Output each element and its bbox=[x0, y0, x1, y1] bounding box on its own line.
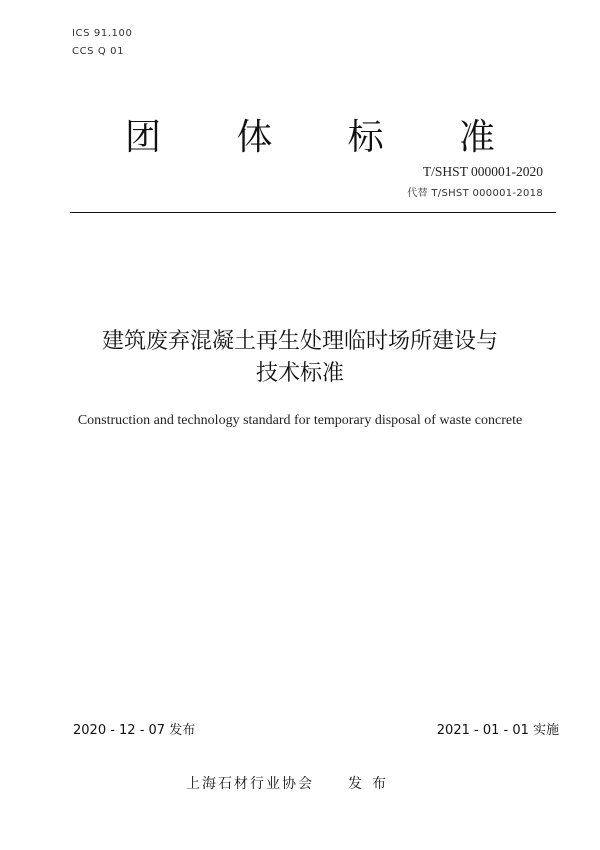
ccs-code: CCS Q 01 bbox=[72, 46, 125, 57]
issuer-suffix: 发布 bbox=[348, 776, 396, 792]
chinese-title-line-1: 建筑废弃混凝土再生处理临时场所建设与 bbox=[101, 329, 498, 354]
implementation-date: 2021 - 01 - 01 实施 bbox=[436, 723, 559, 738]
publish-date: 2020 - 12 - 07 发布 bbox=[73, 723, 196, 738]
replaces-standard: 代替 T/SHST 000001-2018 bbox=[407, 188, 543, 199]
issuer bbox=[186, 773, 396, 793]
english-title: Construction and technology standard for temporary disposal of waste concrete bbox=[77, 413, 523, 428]
chinese-title bbox=[0, 326, 600, 390]
doc-type-char: 体 bbox=[236, 117, 273, 158]
doc-type-char: 团 bbox=[125, 117, 162, 158]
ics-code: ICS 91.100 bbox=[72, 28, 133, 39]
doc-type-char: 准 bbox=[458, 117, 495, 158]
standard-number: T/SHST 000001-2020 bbox=[422, 164, 543, 179]
header-divider bbox=[70, 212, 556, 213]
issuer-name: 上海石材行业协会 bbox=[186, 776, 314, 792]
doc-type-char: 标 bbox=[347, 117, 384, 158]
document-type-heading bbox=[125, 116, 495, 160]
chinese-title-line-2: 技术标准 bbox=[255, 361, 344, 386]
